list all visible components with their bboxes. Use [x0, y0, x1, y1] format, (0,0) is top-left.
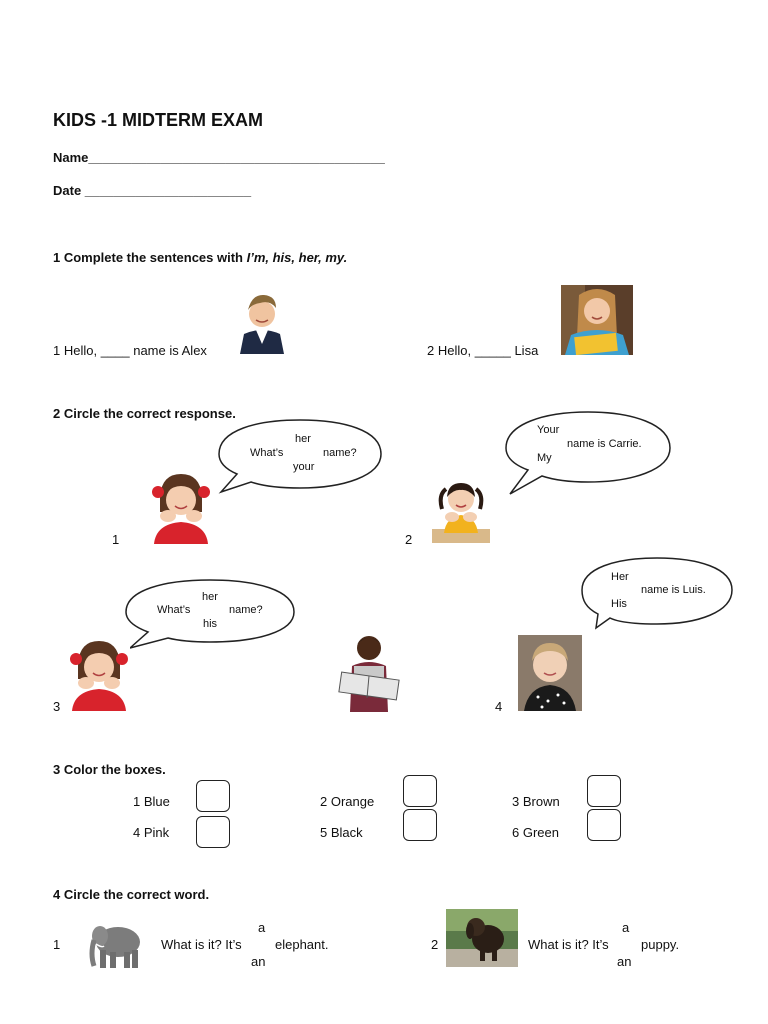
color-label-black: 5 Black	[320, 825, 363, 840]
date-field[interactable]: Date _______________________	[53, 183, 252, 198]
question-2-end: puppy.	[641, 937, 680, 952]
color-label-green: 6 Green	[512, 825, 559, 840]
bubble-4-option-his[interactable]: His	[611, 598, 627, 610]
girl-lisa-photo	[561, 285, 633, 355]
speech-bubble-2	[502, 408, 674, 496]
bubble-1-whats: What’s	[250, 447, 284, 459]
girl-photo-1	[150, 470, 212, 544]
girl-photo-3	[68, 637, 130, 711]
section-3-heading: 3 Color the boxes.	[53, 762, 166, 777]
color-box-brown[interactable]	[587, 775, 621, 807]
question-1-number: 1	[53, 937, 61, 952]
bubble-4-name-is-luis: name is Luis.	[641, 584, 706, 596]
puppy-photo	[446, 909, 518, 967]
speech-bubble-1	[215, 416, 385, 494]
color-box-pink[interactable]	[196, 816, 230, 848]
bubble-2-name-is-carrie: name is Carrie.	[567, 438, 642, 450]
color-label-orange: 2 Orange	[320, 794, 375, 809]
bubble-3-name: name?	[229, 604, 263, 616]
section-1-heading-words: I’m, his, her, my.	[246, 250, 348, 265]
question-2-option-a[interactable]: a	[622, 920, 630, 935]
bubble-2-option-your[interactable]: Your	[537, 424, 560, 436]
question-1-option-an[interactable]: an	[251, 954, 266, 969]
color-box-blue[interactable]	[196, 780, 230, 812]
boy-alex-photo	[238, 286, 286, 354]
section-1-item-2: 2 Hello, _____ Lisa	[427, 343, 539, 358]
boy-with-book-photo	[336, 630, 402, 712]
bubble-4-option-her[interactable]: Her	[611, 571, 629, 583]
color-box-orange[interactable]	[403, 775, 437, 807]
color-label-blue: 1 Blue	[133, 794, 170, 809]
question-1-text: What is it? It’s	[161, 937, 242, 952]
color-box-black[interactable]	[403, 809, 437, 841]
elephant-photo	[88, 914, 146, 972]
bubble-2-option-my[interactable]: My	[537, 452, 552, 464]
color-label-pink: 4 Pink	[133, 825, 170, 840]
question-2-number: 2	[431, 937, 439, 952]
name-field[interactable]: Name_________________________________________	[53, 150, 385, 165]
item-number-1: 1	[112, 532, 120, 547]
bubble-1-option-your[interactable]: your	[293, 461, 315, 473]
section-1-heading-text: 1 Complete the sentences with	[53, 250, 247, 265]
bubble-1-option-her[interactable]: her	[295, 433, 311, 445]
bubble-3-option-his[interactable]: his	[203, 618, 218, 630]
color-box-green[interactable]	[587, 809, 621, 841]
item-number-3: 3	[53, 699, 61, 714]
question-2-option-an[interactable]: an	[617, 954, 632, 969]
bubble-3-option-her[interactable]: her	[202, 591, 218, 603]
question-1-end: elephant.	[275, 937, 329, 952]
question-2-text: What is it? It’s	[528, 937, 609, 952]
item-number-2: 2	[405, 532, 413, 547]
girl-photo-2	[432, 477, 490, 543]
bubble-3-whats: What’s	[157, 604, 191, 616]
speech-bubble-3	[122, 576, 298, 650]
section-1-heading	[53, 250, 347, 265]
bubble-1-name: name?	[323, 447, 357, 459]
page-title: KIDS -1 MIDTERM EXAM	[53, 110, 264, 130]
section-1-item-1: 1 Hello, ____ name is Alex	[53, 343, 207, 358]
section-2-heading: 2 Circle the correct response.	[53, 406, 236, 421]
toddler-girl-photo	[518, 635, 582, 711]
section-4-heading: 4 Circle the correct word.	[53, 887, 210, 902]
item-number-4: 4	[495, 699, 503, 714]
question-1-option-a[interactable]: a	[258, 920, 266, 935]
color-label-brown: 3 Brown	[512, 794, 560, 809]
